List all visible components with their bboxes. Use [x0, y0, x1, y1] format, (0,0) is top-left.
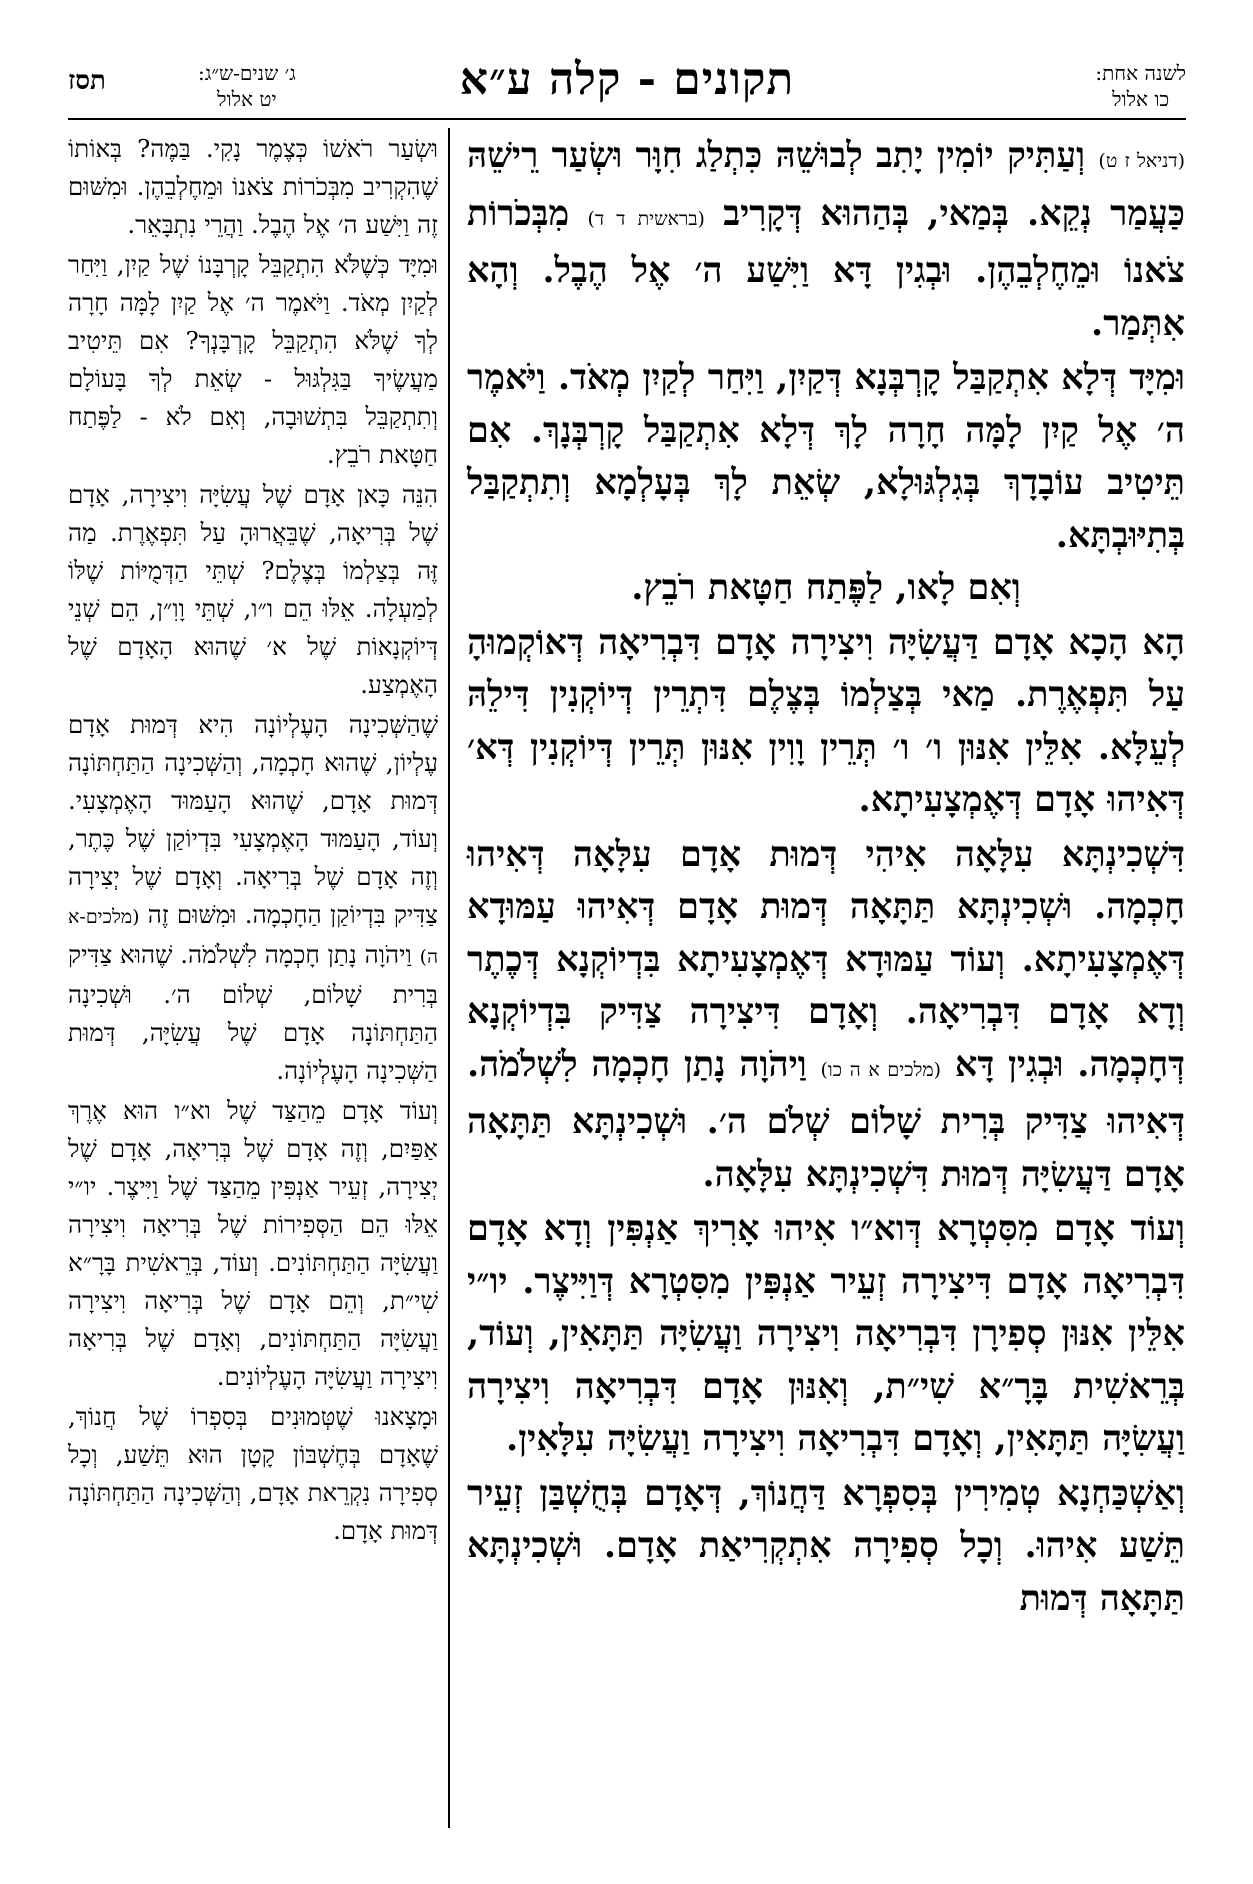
main-paragraph-2-end: וְאִם לָאו, לַפֶּתַח חַטָּאת רֹבֵץ.	[631, 567, 1021, 608]
schedule-right-line-2: כו אלול	[1112, 87, 1170, 111]
daily-study-schedule-right	[1095, 60, 1186, 112]
main-paragraph-1-text-2: מִבְּכֹרוֹת צֹאנוֹ וּמֵחֶלְבֵהֶן. וּבְגִין דָּא וַיִּשַׁע ה׳ אֶל הֶבֶל. וְהָא אִתְּמַר.	[467, 192, 1185, 344]
page-header	[68, 54, 1186, 116]
main-paragraph-1-text: וְעַתִּיק יוֹמִין יָתִב לְבוּשֵׁהּ כִּתְלַג חִוָּר וּשְׂעַר רֵישֵׁהּ כַּעֲמַר נְקֵא. בְּמַאי, בְּהַהוּא דְּקָרִיב	[467, 135, 1185, 234]
main-paragraph-5: וְעוֹד אָדָם מִסִּטְרָא דְּוא״ו אִיהוּ אָרִיךְ אַנְפִּין וְדָא אָדָם דִּבְרִיאָה אָדָם דִּיצִירָה זְעֵיר אַנְפִּין מִסִּטְרָא דְּוַיִּיצֶר. יו״י אִלֵּין אִנּוּן סְפִירָן דִּבְרִיאָה וִיצִירָה וַעֲשִׂיָּה תַּתָּאִין, וְעוֹד, בְּרֵאשִׁית בָּרָ״א שִׁי״ת, וְאִנּוּן אָדָם דִּבְרִיאָה וִיצִירָה וַעֲשִׂיָּה תַּתָּאִין, וְאָדָם דִּבְרִיאָה וִיצִירָה וַעֲשִׂיָּה עִלָּאִין.	[467, 1208, 1185, 1459]
main-paragraph-2	[467, 352, 1185, 615]
citation-daniel: (דניאל ז ט)	[1098, 150, 1185, 172]
column-divider	[448, 128, 450, 1828]
main-text-column	[467, 130, 1185, 1627]
schedule-left-line-2: יט אלול	[217, 87, 277, 111]
translation-paragraph-4-text-2: וַיהֹוָה נָתַן חָכְמָה לִשְׁלֹמֹה. שֶׁהוּא צַדִּיק בְּרִית שָׁלוֹם, שְׁלוֹם ה׳. וּשְׁכִינָה הַתַּחְתּוֹנָה אָדָם שֶׁל עֲשִׂיָּה, דְּמוּת הַשְּׁכִינָה הָעֶלְיוֹנָה.	[68, 940, 438, 1085]
translation-paragraph-6: וּמָצָאנוּ שֶׁטְּמוּנִים בְּסִפְרוֹ שֶׁל חֲנוֹךְ, שֶׁאָדָם בְּחֶשְׁבּוֹן קָטָן הוּא תֵּשַׁע, וְכָל סְפִירָה נִקְרֵאת אָדָם, וְהַשְּׁכִינָה הַתַּחְתּוֹנָה דְּמוּת אָדָם.	[68, 1402, 438, 1545]
page-title: תקונים - קלה ע״א	[459, 54, 795, 105]
main-paragraph-4-text-2: וַיהֹוָה נָתַן חָכְמָה לִשְׁלֹמֹה. דְּאִיהוּ צַדִּיק בְּרִית שָׁלוֹם שְׁלֹם ה׳. וּשְׁכִינְתָּא תַּתָּאָה אָדָם דַּעֲשִׂיָּה דְּמוּת דִּשְׁכִינְתָּא עִלָּאָה.	[467, 1043, 1185, 1195]
translation-paragraph-1: וּשְׂעַר רֹאשׁוֹ כְּצֶמֶר נָקִי. בַּמֶּה? בְּאוֹתוֹ שֶׁהִקְרִיב מִבְּכֹרוֹת צֹאנוֹ וּמֵחֶלְבֵהֶן. וּמִשּׁוּם זֶה וַיִּשַׁע ה׳ אֶל הֶבֶל. וַהֲרֵי נִתְבָּאֵר.	[68, 134, 438, 239]
citation-bereshit: (בראשית ד ד)	[587, 207, 705, 230]
main-paragraph-6: וְאַשְׁכַּחְנָא טְמִירִין בְּסִפְרָא דַּחֲנוֹךְ, דְּאָדָם בְּחֻשְׁבַּן זְעֵיר תֵּשַׁע אִיהוּ. וְכָל סְפִירָה אִתְקְרִיאַת אָדָם. וּשְׁכִינְתָּא תַּתָּאָה דְּמוּת	[467, 1472, 1185, 1619]
main-paragraph-4	[467, 829, 1185, 1202]
header-rule	[68, 118, 1186, 120]
schedule-left-line-1: ג׳ שנים-ש״ג:	[198, 61, 296, 85]
translation-paragraph-3: הִנֵּה כָּאן אָדָם שֶׁל עֲשִׂיָּה וִיצִירָה, אָדָם שֶׁל בְּרִיאָה, שֶׁבֵּאֲרוּהָ עַל תִּפְאֶרֶת. מַה זֶּה בְּצַלְמוֹ בְּצֶלֶם? שְׁתֵּי הַדְּמֻיּוֹת שֶׁלּוֹ לְמַעְלָה. אֵלּוּ הֵם ו״ו, שְׁתֵּי וָוִ״ן, הֵם שְׁנֵי דְּיוֹקְנָאוֹת שֶׁל א׳ שֶׁהוּא הָאָדָם שֶׁל הָאֶמְצַע.	[68, 480, 438, 699]
translation-paragraph-2: וּמִיָּד כְּשֶׁלֹּא הִתְקַבֵּל קָרְבָּנוֹ שֶׁל קַיִן, וַיִּחַר לְקַיִן מְאֹד. וַיֹּאמֶר ה׳ אֶל קַיִן לָמָּה חָרָה לְךָ שֶׁלֹּא הִתְקַבֵּל קָרְבָּנְךָ? אִם תֵּיטִיב מַעֲשֶׂיךָ בַּגִּלְגּוּל - שְׂאֵת לְךָ בָּעוֹלָם וְתִתְקַבֵּל בִּתְשׁוּבָה, וְאִם לֹא - לַפֶּתַח חַטָּאת רֹבֵץ.	[68, 250, 438, 469]
main-paragraph-2-text: וּמִיָּד דְּלָא אִתְקַבַּל קָרְבְּנָא דְּקַיִן, וַיִּחַר לְקַיִן מְאֹד. וַיֹּאמֶר ה׳ אֶל קַיִן לָמָּה חָרָה לָךְ דְּלָא אִתְקַבַּל קָרְבְּנָךְ. אִם תֵּיטִיב עוֹבָדָךְ בְּגִלְגּוּלָא, שְׂאֵת לָךְ בְּעָלְמָא וְתִתְקַבַּל בְּתִיּוּבְתָּא.	[467, 357, 1185, 556]
translation-paragraph-4-text: שֶׁהַשְּׁכִינָה הָעֶלְיוֹנָה הִיא דְּמוּת אָדָם עֶלְיוֹן, שֶׁהוּא חָכְמָה, וְהַשְּׁכִינָה הַתַּחְתּוֹנָה דְּמוּת אָדָם, שֶׁהוּא הָעַמּוּד הָאֶמְצָעִי. וְעוֹד, הָעַמּוּד הָאֶמְצָעִי בִּדְיוֹקַן שֶׁל כֶּתֶר, וְזֶה אָדָם שֶׁל בְּרִיאָה. וְאָדָם שֶׁל יְצִירָה צַדִּיק בִּדְיוֹקַן הַחָכְמָה. וּמִשּׁוּם זֶה	[68, 710, 438, 929]
citation-melachim: (מלכים א ה כו)	[820, 1058, 942, 1081]
main-paragraph-1	[467, 130, 1185, 350]
translation-citation-melachim: (מלכים-א ה)	[68, 906, 438, 968]
main-paragraph-3: הָא הָכָא אָדָם דַּעֲשִׂיָּה וִיצִירָה אָדָם דִּבְרִיאָה דְּאוֹקְמוּהָ עַל תִּפְאֶרֶת. מַאי בְּצַלְמוֹ בְּצֶלֶם דִּתְרֵין דְּיוֹקְנִין דִּילֵהּ לְעֵלָּא. אִלֵּין אִנּוּן ו׳ ו׳ תְּרֵין וָוִין אִנּוּן תְּרֵין דְּיוֹקְנִין דְּא׳ דְּאִיהוּ אָדָם דְּאֶמְצָעִיתָא.	[467, 621, 1185, 820]
translation-column	[68, 130, 438, 1552]
page-number: תסז	[68, 66, 106, 96]
main-paragraph-4-text: דִּשְׁכִינְתָּא עִלָּאָה אִיהִי דְּמוּת אָדָם עִלָּאָה דְּאִיהוּ חָכְמָה. וּשְׁכִינְתָּא תַּתָּאָה דְּמוּת אָדָם דְּאִיהוּ עַמּוּדָא דְּאֶמְצָעִיתָא. וְעוֹד עַמּוּדָא דְּאֶמְצָעִיתָא בִּדְיוֹקְנָא דְּכֶתֶר וְדָא אָדָם דִּבְרִיאָה. וְאָדָם דִּיצִירָה צַדִּיק בִּדְיוֹקְנָא דְּחָכְמָה. וּבְגִין דָּא	[467, 833, 1185, 1085]
schedule-right-line-1: לשנה אחת:	[1095, 61, 1186, 85]
translation-paragraph-4	[68, 706, 438, 1090]
translation-paragraph-5: וְעוֹד אָדָם מֵהַצַּד שֶׁל וא״ו הוּא אֶרֶךְ אַפַּיִם, וְזֶה אָדָם שֶׁל בְּרִיאָה, אָדָם שֶׁל יְצִירָה, זְעֵיר אַנְפִּין מֵהַצַּד שֶׁל וַיִּיצֶר. יו״י אֵלּוּ הֵם הַסְּפִירוֹת שֶׁל בְּרִיאָה וִיצִירָה וַעֲשִׂיָּה הַתַּחְתּוֹנִים. וְעוֹד, בְּרֵאשִׁית בָּרָ״א שִׁי״ת, וְהֵם אָדָם שֶׁל בְּרִיאָה וִיצִירָה וַעֲשִׂיָּה הַתַּחְתּוֹנִים, וְאָדָם שֶׁל בְּרִיאָה וִיצִירָה וַעֲשִׂיָּה הָעֶלְיוֹנִים.	[68, 1096, 438, 1391]
